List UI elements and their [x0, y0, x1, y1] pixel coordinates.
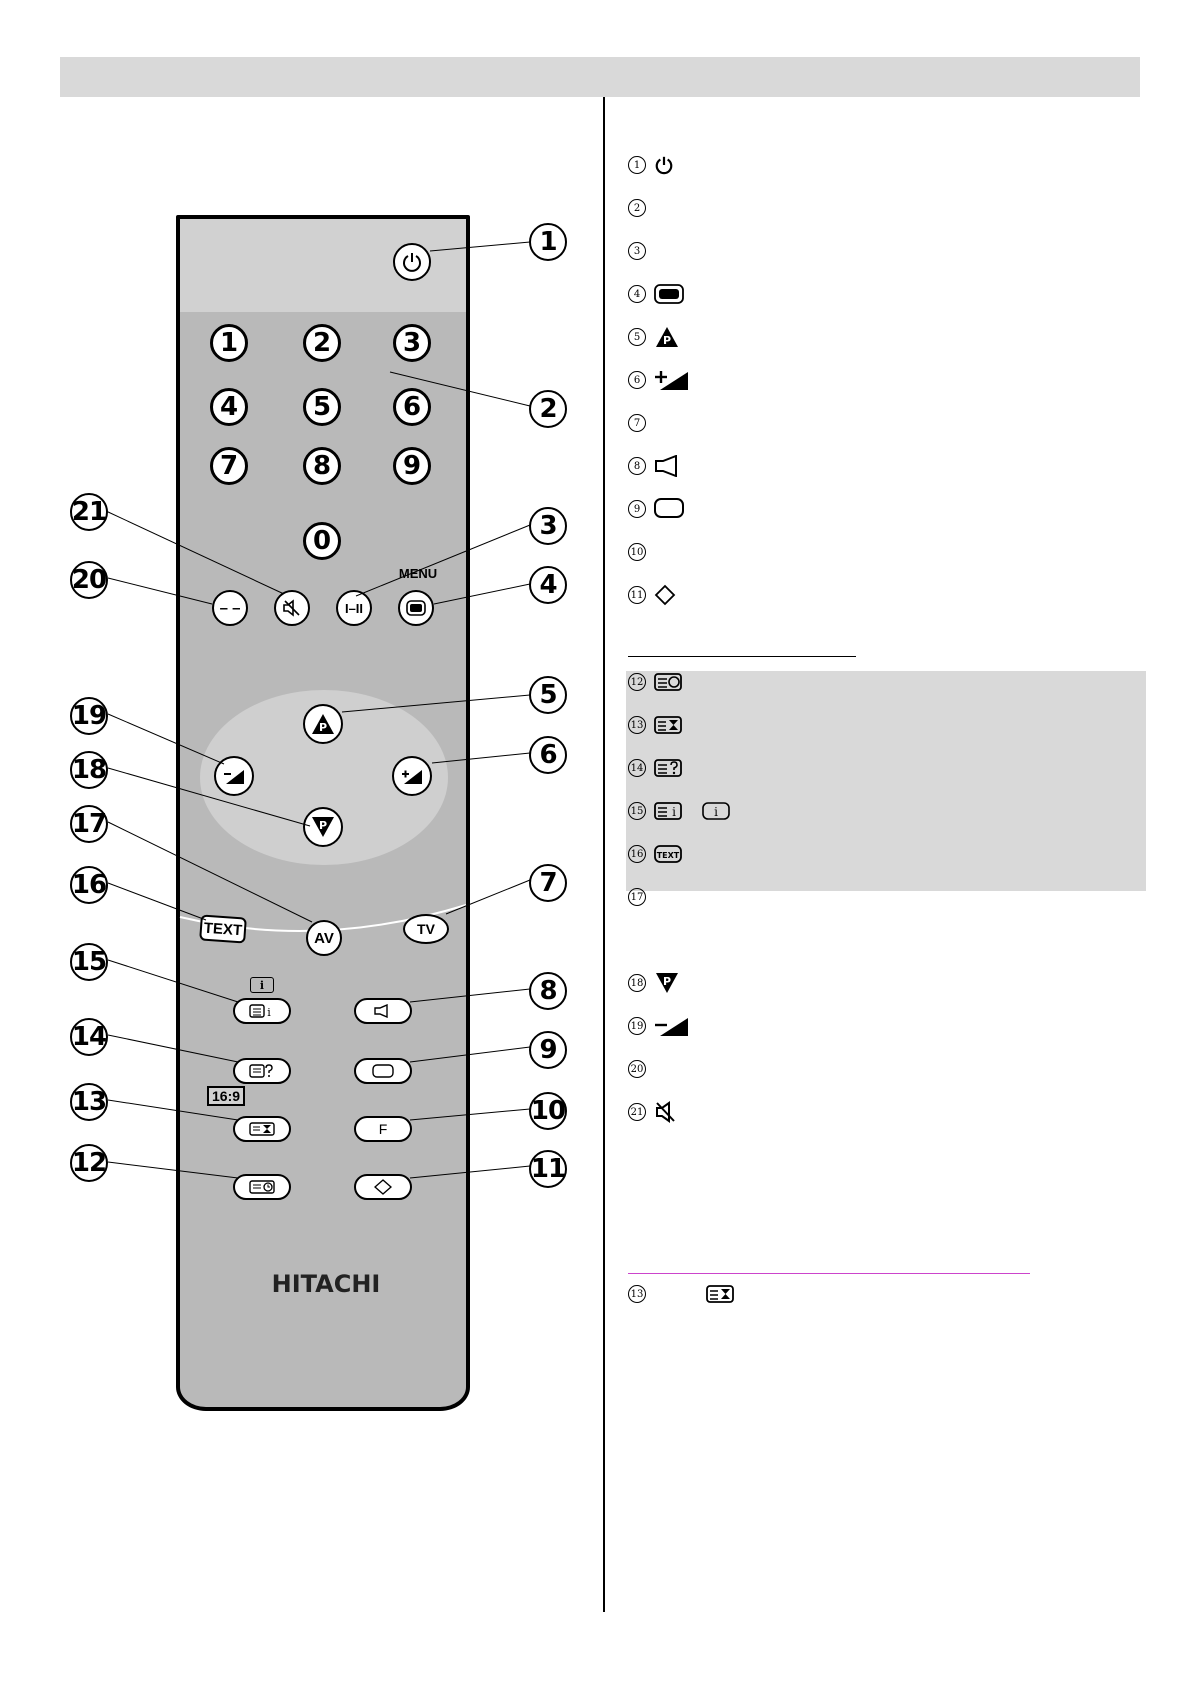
- diamond-icon: [654, 584, 676, 606]
- f-button[interactable]: F: [354, 1116, 412, 1142]
- legend-number: 1: [628, 156, 646, 174]
- legend-number: 21: [628, 1103, 646, 1121]
- legend-number: 20: [628, 1060, 646, 1078]
- text-icon-label: TEXT: [656, 851, 680, 860]
- legend-item-13: [628, 711, 682, 739]
- mute-icon: [654, 1101, 678, 1123]
- teletext-time-icon: [654, 673, 682, 691]
- teletext-reveal-icon: [654, 759, 682, 777]
- text-icon: [654, 845, 682, 863]
- digit-button-3[interactable]: 3: [393, 324, 431, 362]
- av-button[interactable]: AV: [306, 920, 342, 956]
- info-letter: i: [714, 805, 718, 819]
- legend-item-12: [628, 668, 682, 696]
- legend-number: 6: [628, 371, 646, 389]
- info-letter: i: [267, 1006, 271, 1018]
- legend-number: 18: [628, 974, 646, 992]
- callout-6: 6: [529, 736, 567, 774]
- tv-button[interactable]: TV: [403, 914, 449, 944]
- legend-number: 10: [628, 543, 646, 561]
- callout-7: 7: [529, 864, 567, 902]
- callout-2: 2: [529, 390, 567, 428]
- callout-13: 13: [70, 1083, 108, 1121]
- digit-button-6[interactable]: 6: [393, 388, 431, 426]
- teletext-size-icon: [706, 1285, 734, 1303]
- legend-number: 3: [628, 242, 646, 260]
- legend-number: 11: [628, 586, 646, 604]
- legend-number: 9: [628, 500, 646, 518]
- legend-number: 12: [628, 673, 646, 691]
- legend-item-7: [628, 409, 646, 437]
- digit-button-2[interactable]: 2: [303, 324, 341, 362]
- legend-item-14: [628, 754, 682, 782]
- info-icon: [702, 802, 730, 820]
- digit-button-9[interactable]: 9: [393, 447, 431, 485]
- power-icon: [654, 155, 674, 175]
- digit-button-0[interactable]: 0: [303, 522, 341, 560]
- callout-9: 9: [529, 1031, 567, 1069]
- legend-number: 8: [628, 457, 646, 475]
- callout-16: 16: [70, 866, 108, 904]
- digit-button-1[interactable]: 1: [210, 324, 248, 362]
- info-letter: i: [672, 805, 676, 819]
- digit-button-7[interactable]: 7: [210, 447, 248, 485]
- p-letter: P: [662, 975, 672, 988]
- section-rule: [628, 656, 856, 657]
- info-tag: i: [250, 977, 274, 993]
- legend-item-1: [628, 151, 674, 179]
- legend-item-4: [628, 280, 684, 308]
- legend-number: 4: [628, 285, 646, 303]
- p-letter: P: [318, 721, 328, 734]
- callout-21: 21: [70, 493, 108, 531]
- legend-item-6: [628, 366, 690, 394]
- legend-number: 13: [628, 1285, 646, 1303]
- program-down-icon: [654, 972, 680, 994]
- legend-number: 16: [628, 845, 646, 863]
- volume-up-icon: [654, 369, 690, 391]
- callout-12: 12: [70, 1144, 108, 1182]
- legend-item-10: [628, 538, 646, 566]
- legend-item-20: [628, 1055, 646, 1083]
- dash-button[interactable]: – –: [212, 590, 248, 626]
- dual-sound-button[interactable]: I–II: [336, 590, 372, 626]
- callout-5: 5: [529, 676, 567, 714]
- legend-item-19: [628, 1012, 690, 1040]
- callout-17: 17: [70, 805, 108, 843]
- digit-button-8[interactable]: 8: [303, 447, 341, 485]
- legend-number: 19: [628, 1017, 646, 1035]
- menu-icon: [654, 284, 684, 304]
- callout-10: 10: [529, 1092, 567, 1130]
- footnote-rule: [628, 1273, 1030, 1274]
- callout-11: 11: [529, 1150, 567, 1188]
- legend-number: 15: [628, 802, 646, 820]
- legend-item-11: [628, 581, 676, 609]
- legend-number: 17: [628, 888, 646, 906]
- legend-item-3: [628, 237, 646, 265]
- digit-button-5[interactable]: 5: [303, 388, 341, 426]
- legend-item-18: [628, 969, 680, 997]
- legend-item-5: [628, 323, 680, 351]
- callout-14: 14: [70, 1018, 108, 1056]
- callout-4: 4: [529, 566, 567, 604]
- brand-logo: HITACHI: [271, 1270, 381, 1298]
- legend-item-2: [628, 194, 646, 222]
- volume-down-icon: [654, 1015, 690, 1037]
- callout-3: 3: [529, 507, 567, 545]
- callout-18: 18: [70, 751, 108, 789]
- legend-item-17: [628, 883, 646, 911]
- callout-8: 8: [529, 972, 567, 1010]
- legend-item-16: [628, 840, 682, 868]
- legend-number: 13: [628, 716, 646, 734]
- callout-19: 19: [70, 697, 108, 735]
- teletext-size-icon: [654, 716, 682, 734]
- digit-button-4[interactable]: 4: [210, 388, 248, 426]
- legend-number: 2: [628, 199, 646, 217]
- legend-number: 7: [628, 414, 646, 432]
- legend-item-9: [628, 495, 684, 523]
- aspect-tag: 16:9: [207, 1086, 245, 1106]
- teletext-index-icon: [654, 802, 682, 820]
- teletext-section-background: [626, 671, 1146, 891]
- footnote-item-13: [628, 1280, 734, 1308]
- legend-item-21: [628, 1098, 678, 1126]
- sound-icon: [654, 455, 680, 477]
- p-letter: P: [318, 819, 328, 832]
- legend-item-15: [628, 797, 730, 825]
- callout-15: 15: [70, 943, 108, 981]
- text-button[interactable]: TEXT: [199, 914, 247, 943]
- menu-label: MENU: [398, 566, 438, 581]
- callout-20: 20: [70, 561, 108, 599]
- program-up-icon: [654, 326, 680, 348]
- callout-1: 1: [529, 223, 567, 261]
- p-letter: P: [662, 334, 672, 347]
- legend-number: 14: [628, 759, 646, 777]
- picture-icon: [654, 498, 684, 520]
- legend-number: 5: [628, 328, 646, 346]
- legend-item-8: [628, 452, 680, 480]
